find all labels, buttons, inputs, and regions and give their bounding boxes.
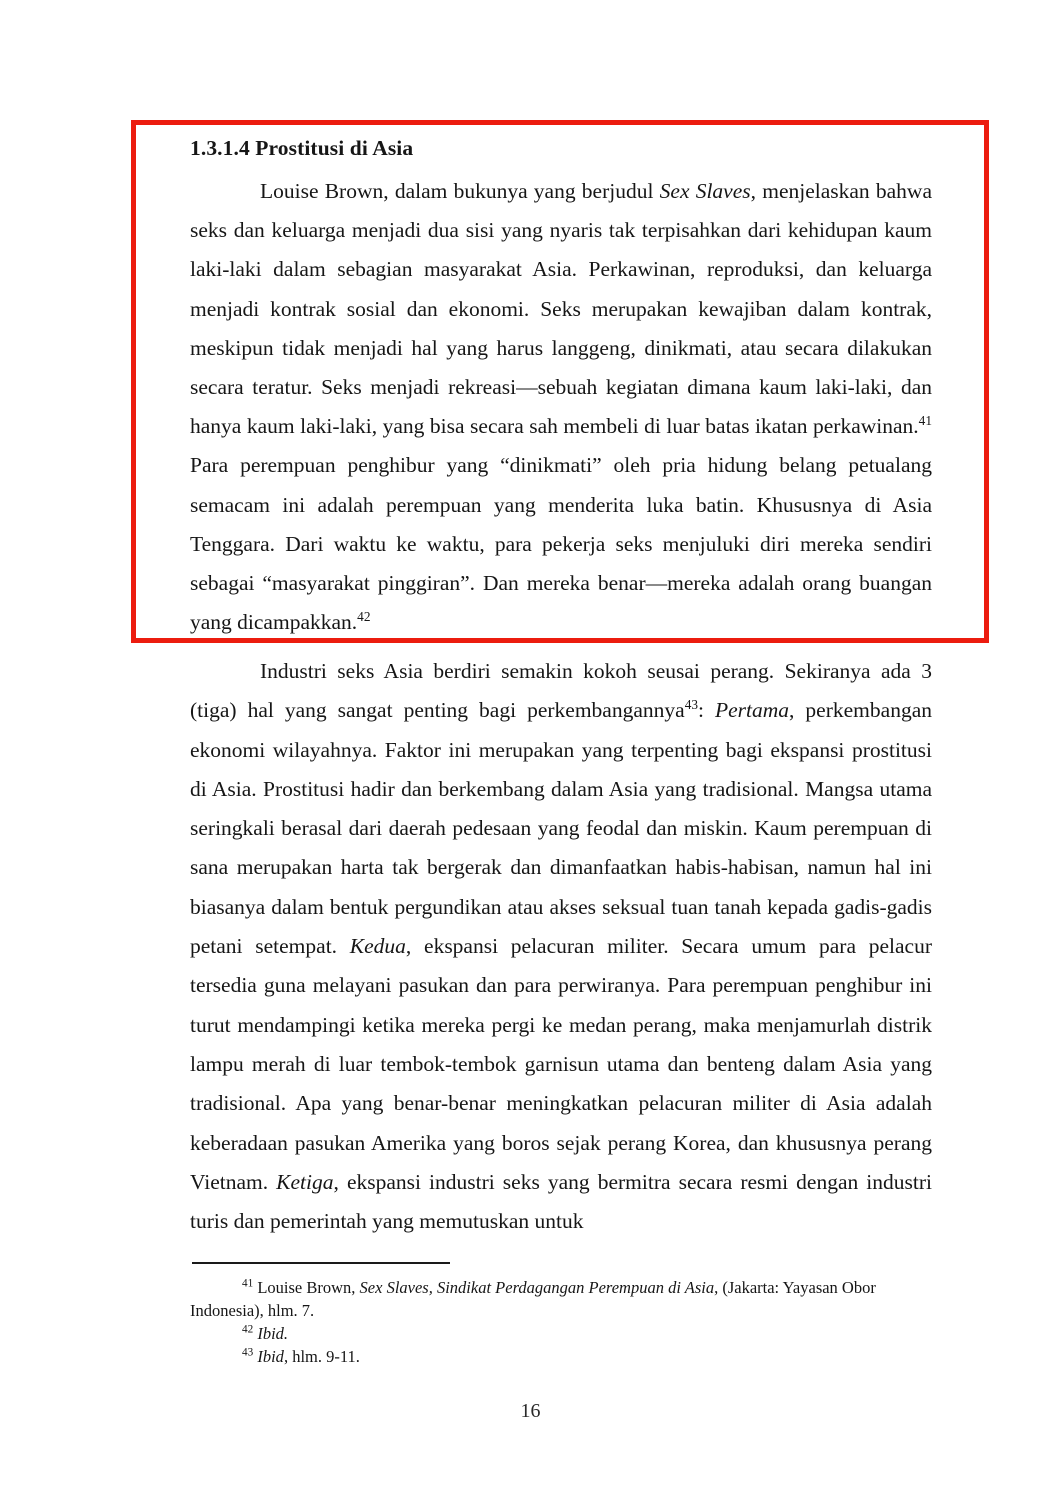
par1-text-a: Louise Brown, dalam bukunya yang berjudul — [260, 179, 660, 203]
footnotes-area — [190, 1276, 890, 1368]
section-heading: 1.3.1.4 Prostitusi di Asia — [190, 136, 414, 160]
footnote-41-before: Louise Brown, — [253, 1278, 360, 1297]
footnote-43-after: , hlm. 9-11. — [283, 1347, 360, 1366]
footnote-41-title: Sex Slaves, Sindikat Perdagangan Perempuan di Asia — [359, 1278, 715, 1297]
paragraph-two — [190, 652, 932, 1241]
par2-text-a: Industri seks Asia berdiri semakin kokoh seusai perang. Sekiranya ada 3 (tiga) hal yang sangat penting bagi perkembangannya — [190, 659, 932, 723]
footnote-marker-41[interactable]: 41 — [918, 413, 932, 429]
highlighted-section — [190, 136, 932, 642]
footnote-41 — [190, 1276, 890, 1322]
par1-italic-sex-slaves: Sex Slaves — [659, 179, 751, 203]
par2-text-c: , perkembangan ekonomi wilayahnya. Faktor ini merupakan yang terpenting bagi ekspansi prostitusi di Asia. Prostitusi hadir dan berkembang dalam Asia yang tradisional. Mangsa utama seringkali berasal dari daerah pedesaan yang feodal dan miskin. Kaum perempuan di sana merupakan harta tak bergerak dan dimanfaatkan habis-habisan, namun hal ini biasanya dalam bentuk pergundikan atau akses seksual tuan tanah kepada gadis-gadis petani setempat. — [190, 698, 932, 959]
par2-italic-kedua: Kedua — [349, 934, 406, 959]
footnote-43-title: Ibid — [257, 1347, 284, 1366]
page-number: 16 — [520, 1400, 541, 1422]
footnote-41-marker: 41 — [242, 1277, 254, 1290]
footnote-42-marker: 42 — [242, 1323, 254, 1336]
par2-italic-pertama: Pertama — [715, 698, 790, 723]
footnote-43 — [190, 1345, 890, 1368]
par1-text-b: , menjelaskan bahwa seks dan keluarga menjadi dua sisi yang nyaris tak terpisahkan dari kehidupan kaum laki-laki dalam sebagian masyarakat Asia. Perkawinan, reproduksi, dan keluarga menjadi kontrak sosial dan ekonomi. Seks merupakan kewajiban dalam kontrak, meskipun tidak menjadi hal yang harus langgeng, dinikmati, atau secara dilakukan secara teratur. Seks menjadi rekreasi—sebuah kegiatan dimana kaum laki-laki, dan hanya kaum laki-laki, yang bisa secara sah membeli di luar batas ikatan perkawinan. — [190, 179, 932, 439]
par1-text-c: Para perempuan penghibur yang “dinikmati” oleh pria hidung belang petualang semacam ini adalah perempuan yang menderita luka batin. Khususnya di Asia Tenggara. Dari waktu ke waktu, para pekerja seks menjuluki diri mereka sendiri sebagai “masyarakat pinggiran”. Dan mereka benar—mereka adalah orang buangan yang dicampakkan. — [190, 453, 932, 635]
footnote-41-after: , (Jakarta: Yayasan Obor Indonesia), hlm. 7. — [190, 1278, 876, 1320]
second-section — [190, 652, 932, 1241]
paragraph-one — [190, 172, 932, 642]
par2-italic-ketiga: Ketiga — [276, 1169, 334, 1194]
par2-text-d: , ekspansi pelacuran militer. Secara umum para pelacur tersedia guna melayani pasukan dan para perwiranya. Para perempuan penghibur ini turut mendampingi ketika mereka pergi ke medan perang, maka menjamurlah distrik lampu merah di luar tembok-tembok garnisun utama dan benteng dalam Asia yang tradisional. Apa yang benar-benar meningkatkan pelacuran militer di Asia adalah keberadaan pasukan Amerika yang boros sejak perang Korea, dan khususnya perang Vietnam. — [190, 934, 932, 1194]
footnote-42-title: Ibid. — [257, 1324, 289, 1343]
par2-text-b: : — [698, 698, 715, 723]
footnote-separator — [192, 1262, 450, 1264]
footnote-marker-43[interactable]: 43 — [684, 697, 699, 713]
par2-text-e: , ekspansi industri seks yang bermitra secara resmi dengan industri turis dan pemerintah yang memutuskan untuk — [190, 1169, 932, 1234]
footnote-43-marker: 43 — [242, 1346, 254, 1359]
footnote-42 — [190, 1322, 890, 1345]
footnote-marker-42[interactable]: 42 — [357, 609, 371, 625]
